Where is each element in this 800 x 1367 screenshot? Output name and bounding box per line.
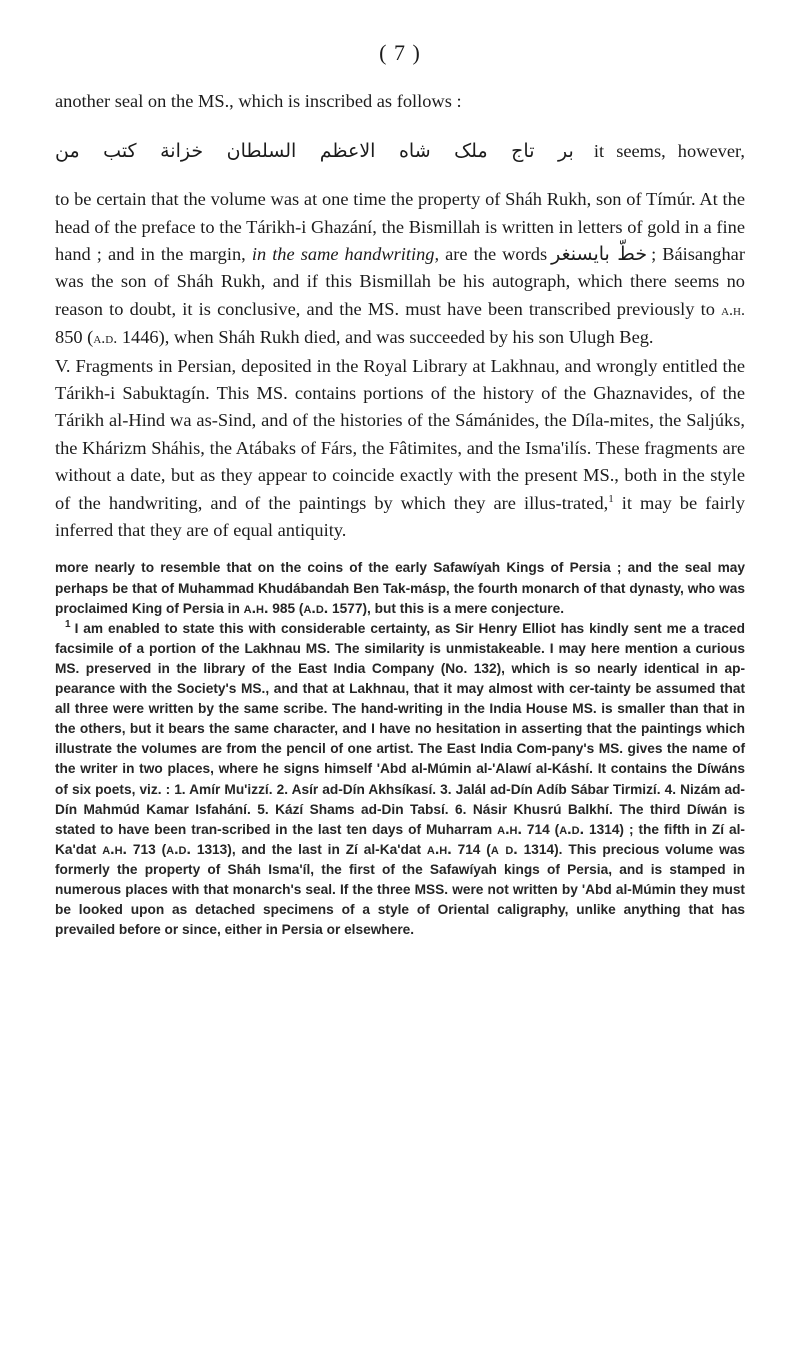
- text-run: 985 (: [272, 600, 304, 616]
- seal-intro: another seal on the MS., which is inscribed as follows :: [55, 91, 462, 111]
- seal-inscription-line: [55, 134, 745, 168]
- footnote-mark: 1: [65, 619, 71, 631]
- margin-words-arabic: خطّ بایسنغر: [551, 243, 648, 265]
- era-abbrev: a.h.: [243, 599, 269, 617]
- text-run: 1446), when Sháh Rukh died, and was succeeded by his son Ulugh Beg.: [121, 327, 654, 348]
- era-abbrev: a.h.: [497, 820, 522, 838]
- seal-inscription-arabic: بر تاج ملک شاه الاعظم السلطان خزانة کتب من: [55, 139, 574, 162]
- page: [55, 40, 745, 940]
- seal-after-text: it seems, however,: [593, 140, 745, 161]
- era-abbrev: a.d.: [93, 330, 118, 348]
- era-abbrev: a.d.: [303, 599, 329, 617]
- text-run: V. Fragments in Persian, deposited in the Royal Library at Lakhnau, and wrongly entitled the Tárikh-i Sabuktagín. This MS. contains portions of the history of the Ghaznavides, of the Tárikh al-Hind wa as-Sind, and of the histories of the Sámánides, the Díla-mites, the Saljúks, the Khárizm Sháhis, the Atábaks of Fárs, the Fâtimites, and the Isma'ilís. These fragments are without a date, but as they appear to coincide exactly with the present MS., both in the style of the handwriting, and of the paintings by which they are illus-trated,: [55, 355, 745, 513]
- italic-text: in the same handwriting,: [251, 244, 440, 264]
- era-abbrev: a d.: [490, 840, 518, 858]
- footnote-1: [55, 619, 745, 941]
- text-run: 714 (: [526, 821, 560, 837]
- text-run: more nearly to resemble that on the coins of the early Safawíyah Kings of Persia ; and the seal may perhaps be that of Muhammad Khudábandah Ben Tak-másp, the fourth monarch of that dynasty, who was proclaimed King of Persia in: [55, 560, 745, 616]
- text-run: 1314) ; the fifth in Zí al-Ka'dat: [55, 821, 745, 857]
- page-number: ( 7 ): [379, 40, 421, 65]
- era-abbrev: a.h.: [426, 840, 452, 858]
- text-run: 1577), but this is a mere conjecture.: [332, 600, 565, 616]
- footnote-ref: 1: [608, 492, 614, 505]
- text-run: it may be fairly inferred that they are of equal antiquity.: [55, 492, 745, 541]
- text-run: 713 (: [132, 841, 167, 857]
- footnotes: [55, 558, 745, 940]
- text-run: are the words: [445, 244, 548, 264]
- text-run: 714 (: [457, 841, 491, 857]
- era-abbrev: a.d.: [559, 820, 585, 838]
- footnote-continuation: [55, 558, 745, 618]
- text-run: I am enabled to state this with considerable certainty, as Sir Henry Elliot has kindly sent me a traced facsimile of a portion of the Lakhnau MS. The similarity is unmistakeable. I may here mention a curious MS. preserved in the library of the East India Company (No. 132), which is so nearly identical in ap-pearance with the Society's MS., and that at Lakhnau, that it may almost with cer-tainty be assumed that all three were written by the same scribe. The hand-writing in the India House MS. is smaller than that in the others, but it bears the same character, and I have no hesitation in asserting that the paintings which illustrate the volumes are from the pencil of one artist. The East India Com-pany's MS. gives the name of the writer in two places, where he signs himself 'Abd al-Múmin al-'Alawí al-Káshí. It contains the Díwáns of six poets, viz. : 1. Amír Mu'izzí. 2. Asír ad-Dín Akhsíkasí. 3. Jalál ad-Dín Adíb Sábar Tirmizí. 4. Nizám ad-Dín Mahmúd Kamar Isfahání. 5. Kází Shams ad-Din Tabsí. 6. Násir Khusrú Balkhí. The third Díwán is stated to have been tran-scribed in the last ten days of Muharram: [55, 620, 745, 837]
- text-run: 850 (: [55, 327, 94, 348]
- text-run: to be certain that the volume was at one time the property of Sháh Rukh, son of Tímúr. At the head of the preface to the Tárikh-i Ghazání, the Bismillah is written in letters of gold in a fine hand ; and in the margin,: [55, 189, 745, 264]
- era-abbrev: a.d.: [166, 840, 191, 858]
- paragraph-fragments: [55, 353, 745, 545]
- era-abbrev: a.h.: [102, 840, 127, 858]
- era-abbrev: a.h.: [721, 301, 745, 319]
- text-run: 1314). This precious volume was formerly the property of Sháh Isma'íl, the first of the Safawíyah kings of Persia, and is stamped in numerous places with that monarch's seal. If the three MSS. were not written by 'Abd al-Múmin they must be looked upon as detached specimens of a style of Oriental caligraphy, unlike anything that has prevailed before or since, either in Persia or elsewhere.: [55, 841, 745, 938]
- text-run: ; Báisanghar was the son of Sháh Rukh, and if this Bismillah be his autograph, which there seems no reason to doubt, it is conclusive, and the MS. must have been transcribed previously to: [55, 244, 745, 319]
- text-run: 1313), and the last in Zí al-Ka'dat: [196, 841, 422, 857]
- paragraph-provenance: [55, 186, 745, 352]
